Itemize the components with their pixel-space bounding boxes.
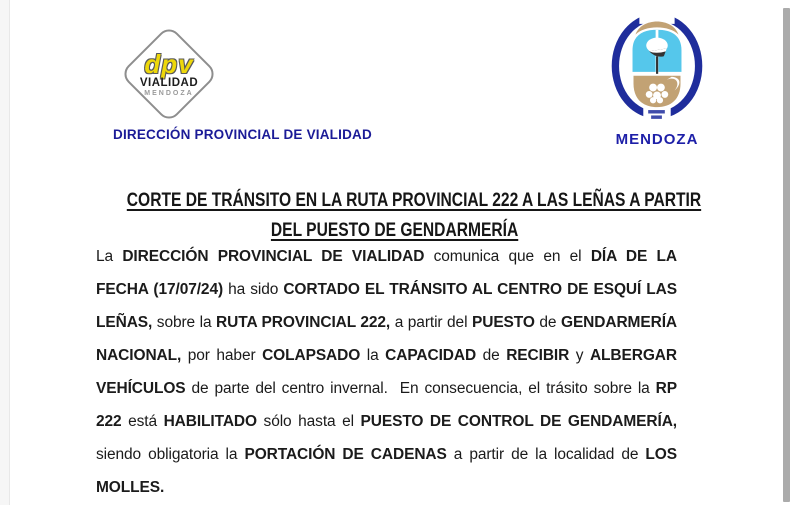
document-title-line2: DEL PUESTO DE GENDARMERÍA [271, 219, 519, 241]
dpv-vialidad-logo-icon [120, 25, 219, 124]
dpv-logo-content [136, 41, 202, 107]
scrollbar[interactable] [783, 8, 790, 502]
document-body-paragraph: La DIRECCIÓN PROVINCIAL DE VIALIDAD comunica que en el DÍA DE LA FECHA (17/07/24) ha sido CORTADO EL TRÁNSITO AL CENTRO DE ESQUÍ LAS LEÑAS, sobre la RUTA PROVINCIAL 222, a partir del PUESTO de GENDARMERÍA NACIONAL, por haber COLAPSADO la CAPACIDAD de RECIBIR y ALBERGAR VEHÍCULOS de parte del centro invernal. En consecuencia, el trásito sobre la RP 222 está HABILITADO sólo hasta el PUESTO DE CONTROL DE GENDAMERÍA, siendo obligatoria la PORTACIÓN DE CADENAS a partir de la localidad de LOS MOLLES. [96, 248, 678, 496]
dpv-logo-mendoza-label: MENDOZA [144, 89, 194, 97]
document-title-line1: CORTE DE TRÁNSITO EN LA RUTA PROVINCIAL 222 A LAS LEÑAS A PARTIR [126, 189, 702, 211]
mendoza-label: MENDOZA [615, 131, 699, 148]
page-left-edge [0, 0, 10, 505]
document-title [55, 186, 735, 246]
mendoza-coat-of-arms-icon [610, 10, 704, 122]
dpv-acronym: dpv [144, 48, 194, 79]
org-title: DIRECCIÓN PROVINCIAL DE VIALIDAD [113, 127, 372, 142]
dpv-logo-vialidad-label: VIALIDAD [139, 76, 199, 89]
